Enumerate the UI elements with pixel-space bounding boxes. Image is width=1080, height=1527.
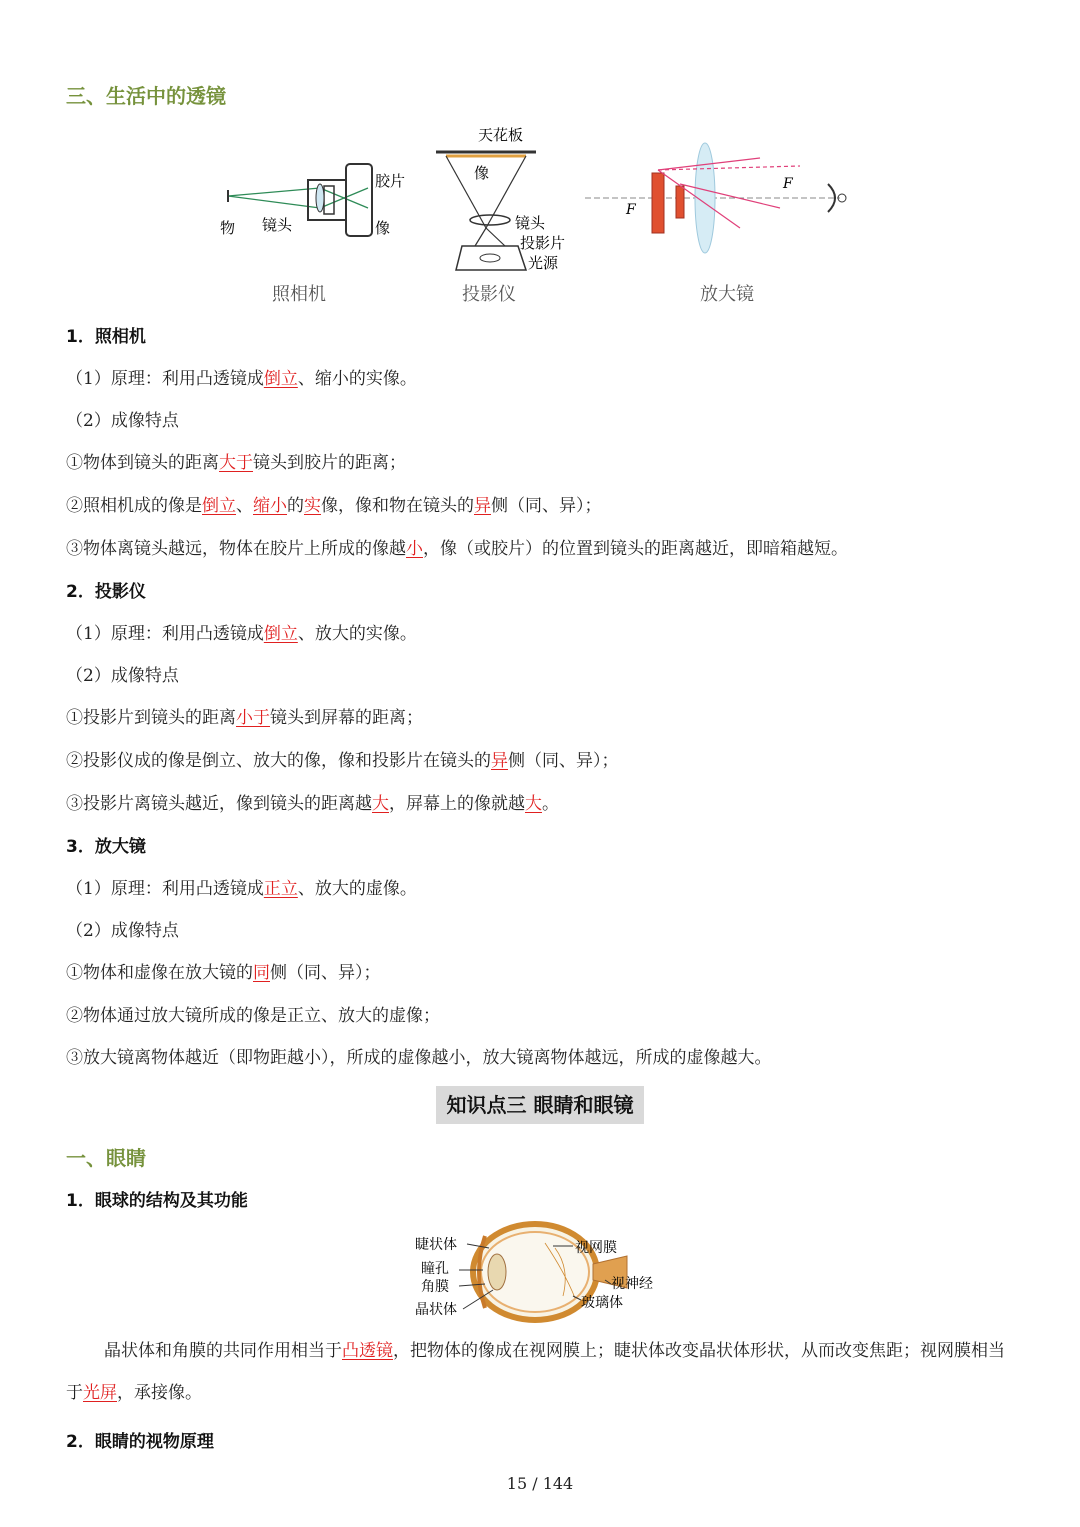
- magnifier-focus-right: F: [783, 176, 793, 192]
- camera-line-3: ①物体到镜头的距离大于镜头到胶片的距离；: [66, 453, 406, 473]
- projector-image-label: 像: [474, 164, 490, 182]
- projector-light-label: 光源: [528, 254, 559, 272]
- magnifier-line-5: ③放大镜离物体越近（即物距越小），所成的虚像越小，放大镜离物体越远，所成的虚像越大。: [66, 1048, 772, 1068]
- projector-heading: 2．投影仪: [66, 582, 146, 602]
- knowledge-point-heading: 知识点三 眼睛和眼镜: [436, 1086, 644, 1124]
- projector-line-1: （1）原理：利用凸透镜成倒立、放大的实像。: [66, 624, 417, 644]
- magnifier-focus-left: F: [626, 202, 636, 218]
- magnifier-line-1: （1）原理：利用凸透镜成正立、放大的虚像。: [66, 879, 417, 899]
- eye-label-cornea: 角膜: [421, 1279, 449, 1295]
- projector-line-2: （2）成像特点: [66, 666, 179, 686]
- eye-label-pupil: 瞳孔: [421, 1261, 449, 1277]
- eye-label-retina: 视网膜: [575, 1240, 617, 1256]
- camera-film-label: 胶片: [375, 172, 406, 190]
- magnifier-heading: 3．放大镜: [66, 837, 146, 857]
- projector-ceiling-label: 天花板: [478, 126, 524, 144]
- magnifier-line-4: ②物体通过放大镜所成的像是正立、放大的虚像；: [66, 1006, 440, 1026]
- eye-vision-heading: 2．眼睛的视物原理: [66, 1432, 214, 1452]
- camera-object-label: 物: [220, 219, 236, 237]
- page-number: 15 / 144: [506, 1474, 574, 1493]
- magnifier-caption: 放大镜: [700, 284, 754, 305]
- eyeball-diagram: [405, 1218, 675, 1326]
- camera-caption: 照相机: [272, 284, 326, 305]
- eye-label-nerve: 视神经: [611, 1276, 653, 1292]
- section-title: 三、生活中的透镜: [66, 84, 226, 108]
- camera-line-2: （2）成像特点: [66, 411, 179, 431]
- eye-label-lens: 晶状体: [415, 1302, 457, 1318]
- projector-lens-label: 镜头: [515, 214, 546, 232]
- projector-line-3: ①投影片到镜头的距离小于镜头到屏幕的距离；: [66, 708, 423, 728]
- projector-diagram: [436, 126, 565, 305]
- projector-line-4: ②投影仪成的像是倒立、放大的像，像和投影片在镜头的异侧（同、异）；: [66, 751, 619, 771]
- camera-diagram: [220, 164, 405, 305]
- magnifier-diagram: [585, 143, 846, 305]
- magnifier-line-3: ①物体和虚像在放大镜的同侧（同、异）；: [66, 963, 381, 983]
- eye-label-vitreous: 玻璃体: [581, 1295, 623, 1311]
- camera-image-label: 像: [375, 219, 391, 237]
- lens-applications-figure: [200, 118, 880, 313]
- eye-structure-heading: 1．眼球的结构及其功能: [66, 1191, 248, 1211]
- eye-section-title: 一、眼睛: [66, 1146, 146, 1170]
- eye-label-ciliary: 睫状体: [415, 1237, 457, 1253]
- camera-lens-label: 镜头: [262, 216, 293, 234]
- projector-slide-label: 投影片: [520, 234, 566, 252]
- camera-line-5: ③物体离镜头越远，物体在胶片上所成的像越小，像（或胶片）的位置到镜头的距离越近，即暗箱越短。: [66, 539, 848, 559]
- projector-caption: 投影仪: [462, 284, 516, 305]
- eye-function-paragraph: 晶状体和角膜的共同作用相当于凸透镜，把物体的像成在视网膜上；睫状体改变晶状体形状，从而改变焦距；视网膜相当于光屏，承接像。: [66, 1341, 1005, 1403]
- camera-line-4: ②照相机成的像是倒立、缩小的实像，像和物在镜头的异侧（同、异）；: [66, 496, 602, 516]
- camera-heading: 1．照相机: [66, 327, 146, 347]
- projector-line-5: ③投影片离镜头越近，像到镜头的距离越大，屏幕上的像就越大。: [66, 794, 559, 814]
- camera-line-1: （1）原理：利用凸透镜成倒立、缩小的实像。: [66, 369, 417, 389]
- magnifier-line-2: （2）成像特点: [66, 921, 179, 941]
